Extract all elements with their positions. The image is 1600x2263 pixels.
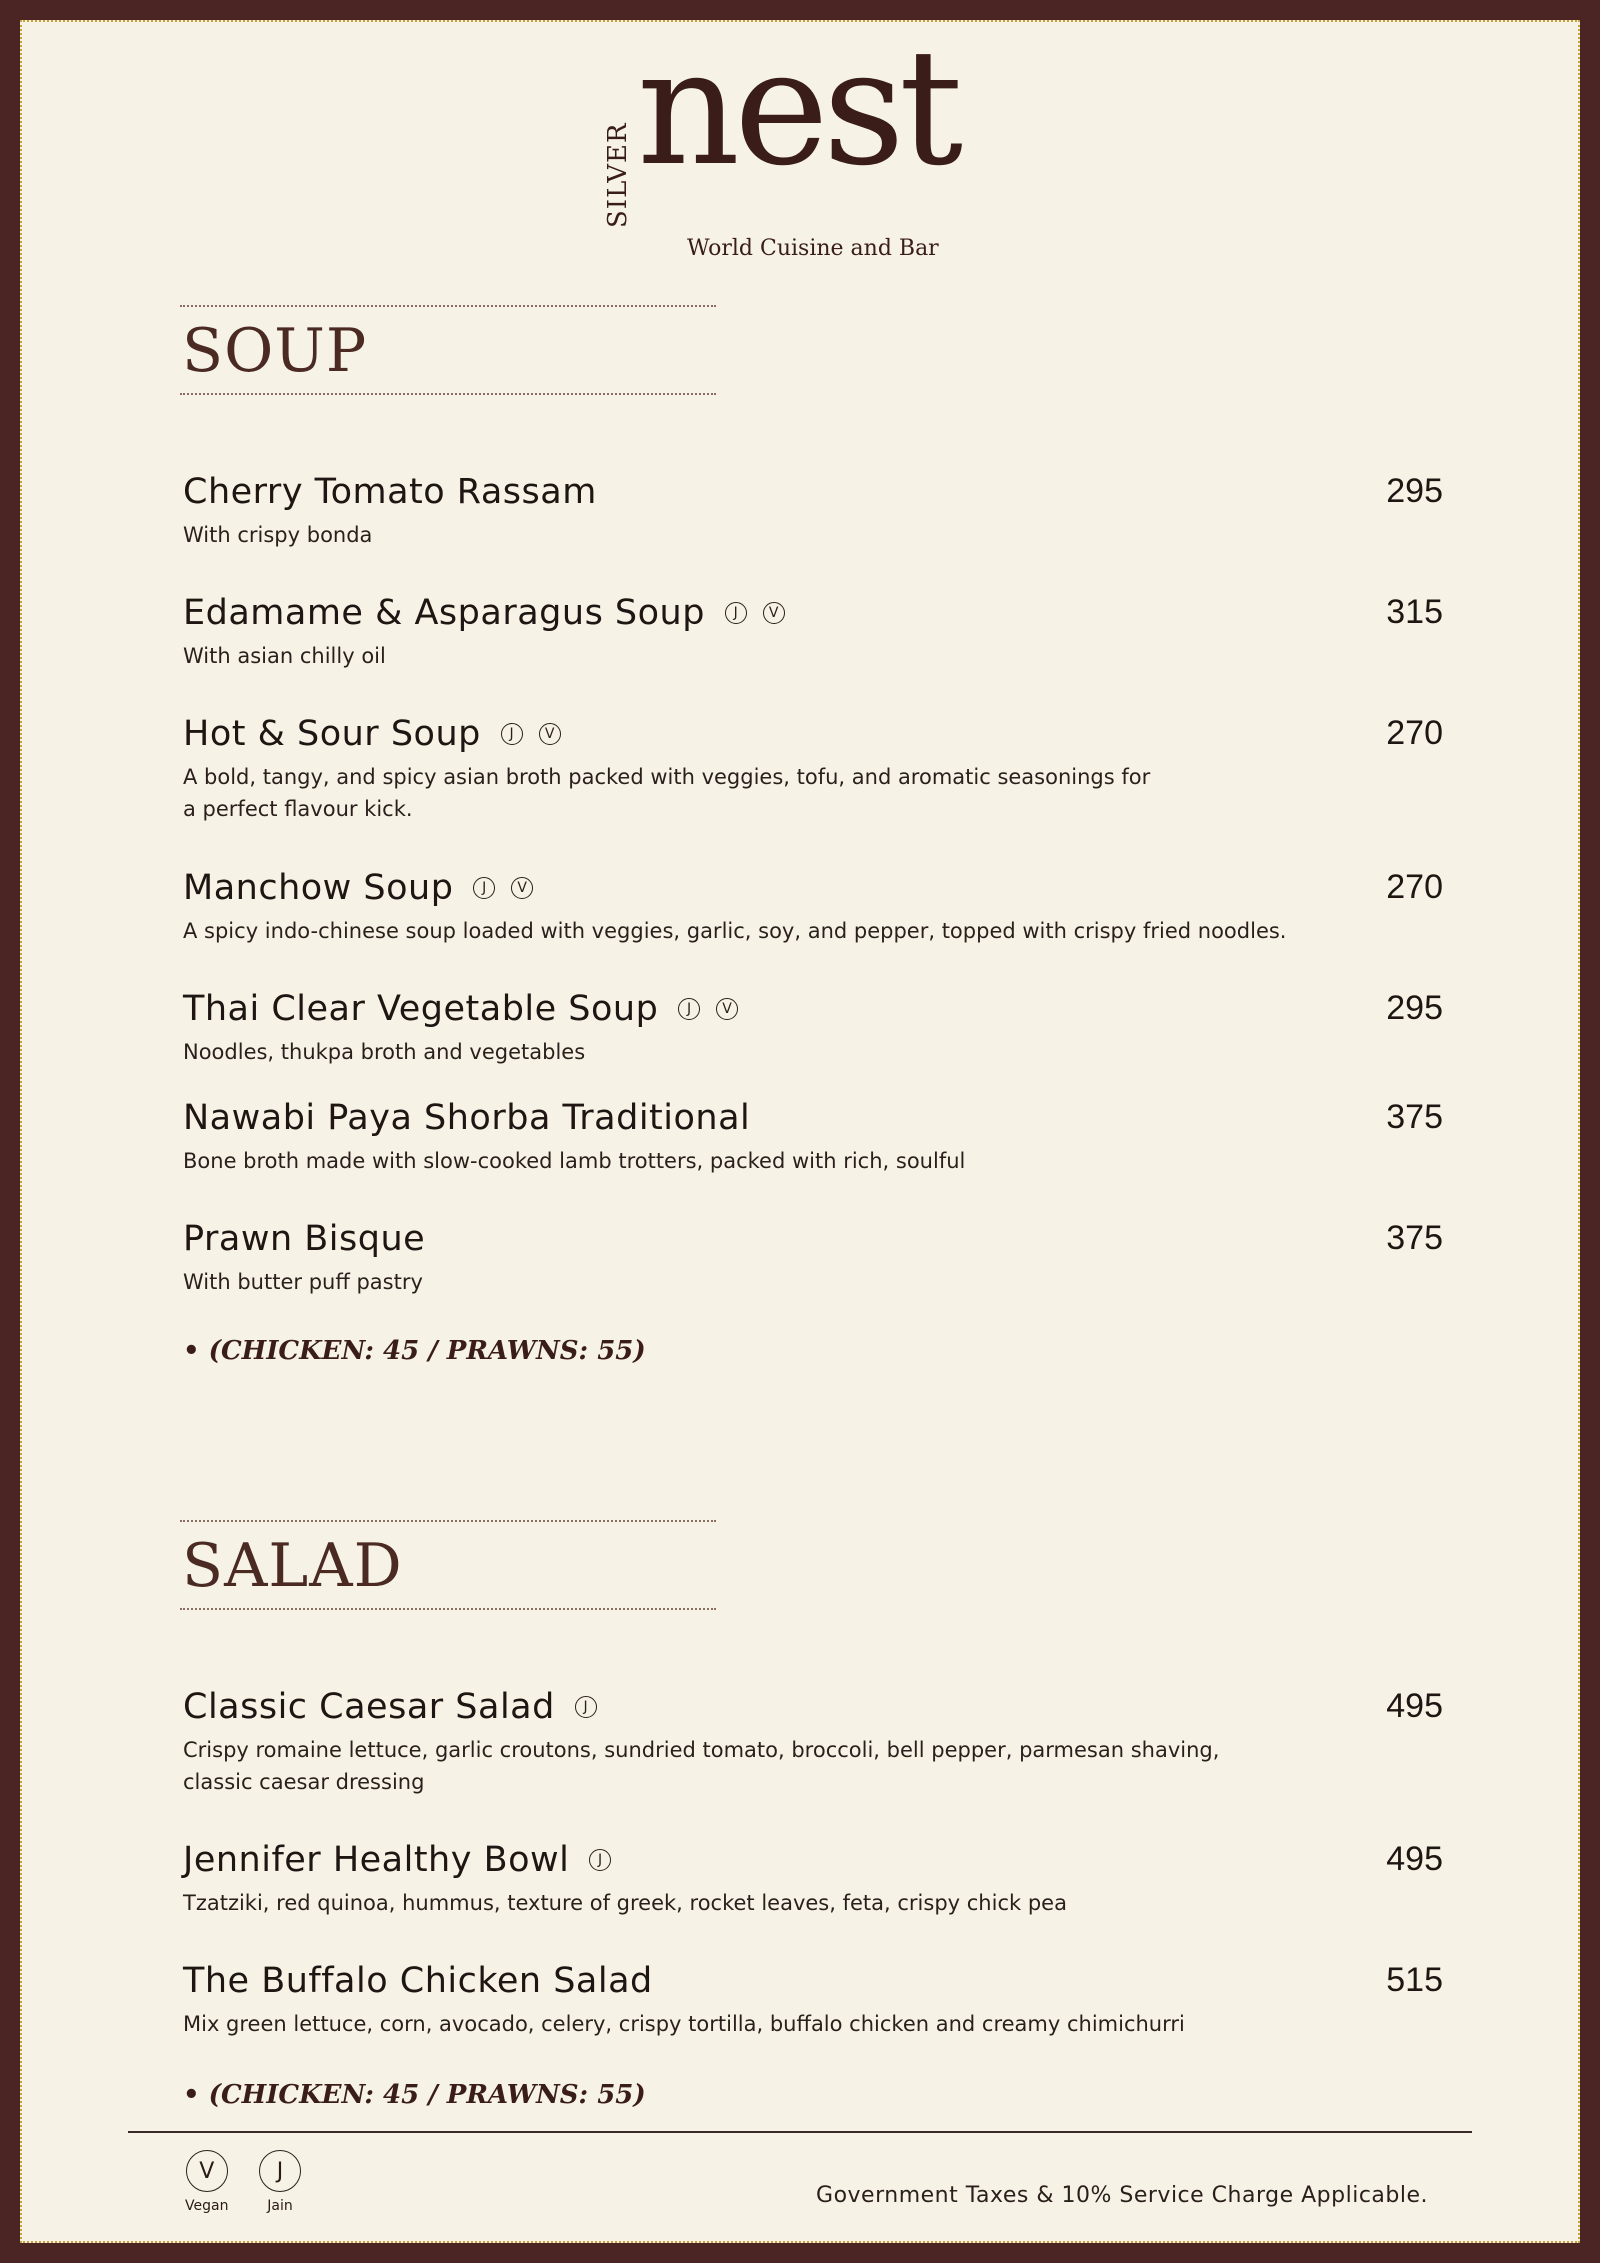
item-description [183, 762, 1443, 825]
menu-item [183, 714, 1443, 825]
menu-item [183, 1098, 1443, 1178]
salad-section-header [180, 1520, 716, 1610]
item-price: 495 [1386, 1840, 1443, 1878]
item-description-line: a perfect flavour kick. [183, 796, 413, 821]
item-name [183, 989, 1443, 1029]
item-name-text: Edamame & Asparagus Soup [183, 593, 705, 633]
item-name-text: Thai Clear Vegetable Soup [183, 989, 659, 1029]
item-price: 375 [1386, 1219, 1443, 1257]
item-price: 375 [1386, 1098, 1443, 1136]
vegan-icon: V [186, 2150, 228, 2192]
tax-note: Government Taxes & 10% Service Charge Applicable. [816, 2183, 1428, 2208]
item-description: With asian chilly oil [183, 644, 386, 669]
item-description-line: A bold, tangy, and spicy asian broth packed with veggies, tofu, and aromatic seasonings for [183, 765, 1151, 790]
item-name [183, 593, 1443, 633]
item-name-text: Jennifer Healthy Bowl [183, 1840, 570, 1880]
jain-icon: J [575, 1696, 597, 1718]
item-name-text: Prawn Bisque [183, 1219, 426, 1259]
item-name-text: Manchow Soup [183, 868, 454, 908]
menu-item [183, 1961, 1443, 2041]
logo-tagline: World Cuisine and Bar [687, 236, 939, 261]
item-description: With butter puff pastry [183, 1270, 423, 1295]
item-name-text: Cherry Tomato Rassam [183, 472, 597, 512]
item-name [183, 868, 1443, 908]
divider-dotted [180, 305, 716, 307]
menu-item [183, 989, 1443, 1069]
addon-note: • (CHICKEN: 45 / PRAWNS: 55) [183, 1336, 646, 1366]
item-description [183, 1735, 1443, 1798]
footer-divider [128, 2131, 1472, 2133]
vegan-icon: V [539, 723, 561, 745]
restaurant-logo [595, 20, 1035, 278]
menu-item [183, 1687, 1443, 1798]
vegan-icon: V [511, 877, 533, 899]
item-description-line: Crispy romaine lettuce, garlic croutons, sundried tomato, broccoli, bell pepper, parmesan shaving, [183, 1738, 1220, 1763]
legend-vegan [185, 2150, 228, 2214]
legend-label-vegan: Vegan [185, 2198, 229, 2214]
item-description: Noodles, thukpa broth and vegetables [183, 1040, 586, 1065]
logo-nest-text: nest [637, 20, 958, 201]
jain-icon: J [259, 2150, 301, 2192]
item-name [183, 1687, 1443, 1727]
menu-item [183, 1840, 1443, 1920]
section-title-soup: SOUP [182, 316, 368, 386]
jain-icon: J [589, 1849, 611, 1871]
item-name [183, 472, 1443, 512]
divider-dotted [180, 1520, 716, 1522]
logo-silver-text: SILVER [603, 122, 633, 228]
jain-icon: J [725, 602, 747, 624]
item-name [183, 1961, 1443, 2001]
item-name [183, 1098, 1443, 1138]
divider-dotted [180, 1608, 716, 1610]
item-price: 315 [1386, 593, 1443, 631]
item-name [183, 1840, 1443, 1880]
addon-note: • (CHICKEN: 45 / PRAWNS: 55) [183, 2080, 646, 2110]
menu-item [183, 868, 1443, 948]
item-description: Bone broth made with slow-cooked lamb trotters, packed with rich, soulful [183, 1149, 966, 1174]
item-description-line: classic caesar dressing [183, 1769, 425, 1794]
menu-page [20, 20, 1580, 2243]
item-name-text: The Buffalo Chicken Salad [183, 1961, 653, 2001]
item-name [183, 1219, 1443, 1259]
item-description: With crispy bonda [183, 523, 373, 548]
item-description: Tzatziki, red quinoa, hummus, texture of greek, rocket leaves, feta, crispy chick pea [183, 1891, 1067, 1916]
section-title-salad: SALAD [182, 1531, 403, 1601]
item-price: 515 [1386, 1961, 1443, 1999]
item-name-text: Classic Caesar Salad [183, 1687, 555, 1727]
item-name [183, 714, 1443, 754]
divider-dotted [180, 393, 716, 395]
menu-item [183, 593, 1443, 673]
item-price: 295 [1386, 989, 1443, 1027]
jain-icon: J [473, 877, 495, 899]
item-description: Mix green lettuce, corn, avocado, celery, crispy tortilla, buffalo chicken and creamy chimichurri [183, 2012, 1185, 2037]
jain-icon: J [501, 723, 523, 745]
jain-icon: J [678, 998, 700, 1020]
item-price: 495 [1386, 1687, 1443, 1725]
item-price: 270 [1386, 714, 1443, 752]
menu-item [183, 472, 1443, 552]
item-price: 270 [1386, 868, 1443, 906]
soup-section-header [180, 305, 716, 395]
item-name-text: Nawabi Paya Shorba Traditional [183, 1098, 751, 1138]
vegan-icon: V [716, 998, 738, 1020]
legend-jain [259, 2150, 301, 2214]
menu-item [183, 1219, 1443, 1299]
item-description: A spicy indo-chinese soup loaded with veggies, garlic, soy, and pepper, topped with crispy fried noodles. [183, 919, 1287, 944]
legend-label-jain: Jain [267, 2198, 293, 2214]
item-name-text: Hot & Sour Soup [183, 714, 481, 754]
item-price: 295 [1386, 472, 1443, 510]
vegan-icon: V [763, 602, 785, 624]
